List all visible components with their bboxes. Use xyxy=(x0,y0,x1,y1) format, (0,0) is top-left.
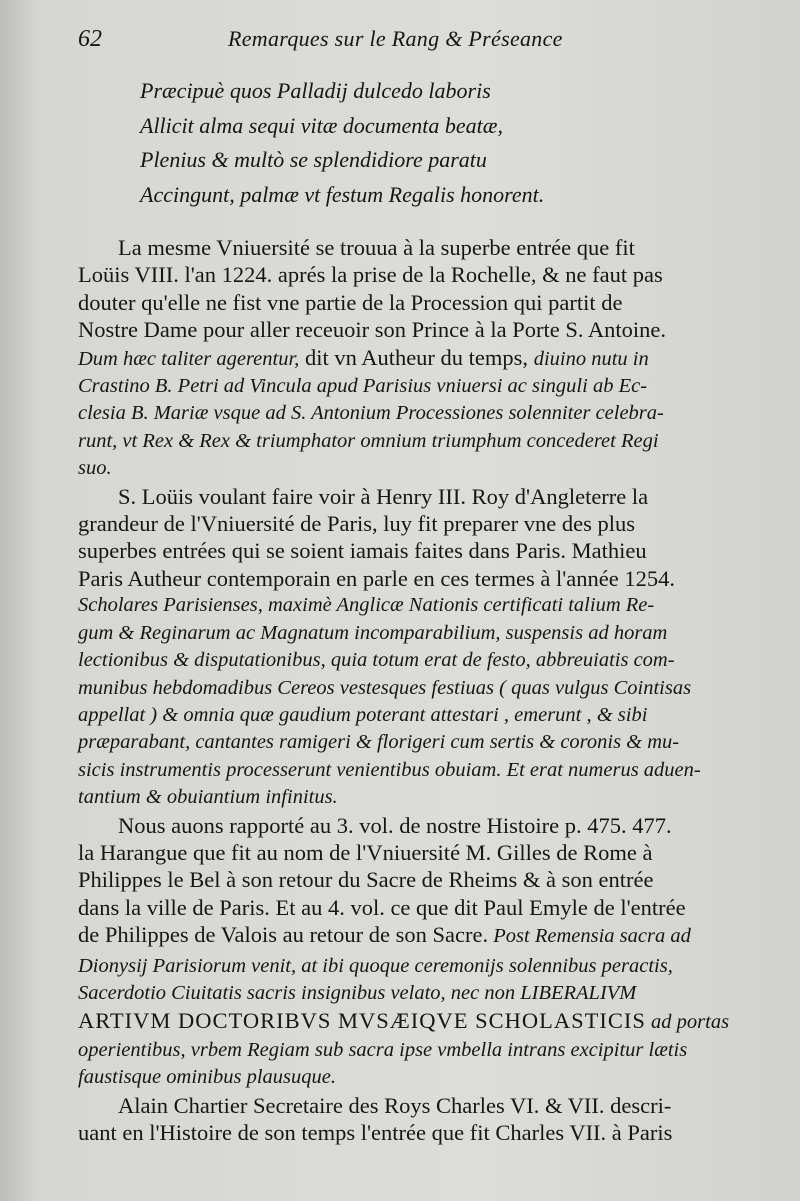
latin-quote-line: runt, vt Rex & Rex & triumphator omnium triumphum concederet Regi xyxy=(78,429,659,452)
page-number: 62 xyxy=(78,26,102,52)
latin-quote: Post Remensia sacra ad xyxy=(488,925,691,948)
text-line: douter qu'elle ne fist vne partie de la Procession qui partit de xyxy=(78,289,623,315)
text-line: la Harangue que fit au nom de l'Vniuersité M. Gilles de Rome à xyxy=(78,839,653,865)
text-line: Loüis VIII. l'an 1224. aprés la prise de la Rochelle, & ne faut pas xyxy=(78,262,663,288)
latin-quote-line: tantium & obuiantium infinitus. xyxy=(78,786,338,809)
verse-line: Præcipuè quos Palladij dulcedo laboris xyxy=(140,78,491,103)
small-caps-text: ARTIVM DOCTORIBVS MVSÆIQVE SCHOLASTICIS xyxy=(78,1008,646,1034)
text-line: Alain Chartier Secretaire des Roys Charles VI. & VII. descri- xyxy=(118,1092,672,1118)
text-span: dit vn Autheur du temps, xyxy=(299,344,534,370)
verse-line: Accingunt, palmæ vt festum Regalis honorent. xyxy=(140,181,545,207)
latin-quote-line: lectionibus & disputationibus, quia totum erat de festo, abbreuiatis com- xyxy=(78,649,675,672)
latin-quote: at ibi quoque ceremonijs solennibus peractis, xyxy=(296,954,673,977)
text-line: La mesme Vniuersité se trouua à la superbe entrée que fit xyxy=(118,235,635,260)
paragraph-alain-chartier xyxy=(78,1092,772,1147)
paragraph-histoire xyxy=(78,812,772,1092)
text-line: uant en l'Histoire de son temps l'entrée que fit Charles VII. à Paris xyxy=(78,1120,673,1145)
text-line xyxy=(78,344,772,373)
verse-line: Plenius & multò se splendidiore paratu xyxy=(140,147,487,172)
text-line: S. Loüis voulant faire voir à Henry III. Roy d'Angleterre la xyxy=(118,483,649,509)
latin-quote-line: gum & Reginarum ac Magnatum incomparabilium, suspensis ad horam xyxy=(78,621,668,644)
latin-quote: ad portas xyxy=(645,1011,730,1034)
text-line: Nous auons rapporté au 3. vol. de nostre Histoire p. 475. 477. xyxy=(118,812,672,838)
text-line: Nostre Dame pour aller receuoir son Prince à la Porte S. Antoine. xyxy=(78,317,666,343)
latin-quote-line: Crastino B. Petri ad Vincula apud Parisius vniuersi ac singuli ab Ec- xyxy=(78,375,648,398)
text-line: grandeur de l'Vniuersité de Paris, luy fit preparer vne des plus xyxy=(78,511,636,537)
latin-quote-line: Scholares Parisienses, maximè Anglicæ Nationis certificati talium Re- xyxy=(78,594,655,617)
page-header xyxy=(78,26,772,70)
latin-quote-line: appellat ) & omnia quæ gaudium poterant attestari , emerunt , & sibi xyxy=(78,703,648,726)
text-line xyxy=(78,1007,772,1036)
text-line xyxy=(78,921,772,950)
paragraph-louis-viii xyxy=(78,234,772,483)
latin-quote-line: suo. xyxy=(78,457,112,480)
latin-quote-line: clesia B. Mariæ vsque ad S. Antonium Processiones solenniter celebra- xyxy=(78,402,664,425)
paragraph-saint-louis xyxy=(78,483,772,812)
latin-quote-line: præparabant, cantantes ramigeri & florigeri cum sertis & coronis & mu- xyxy=(78,731,680,754)
latin-quote: diuino nutu in xyxy=(533,347,649,370)
text-span: de Philippes de Valois au retour de son Sacre. xyxy=(78,922,489,948)
text-line: Philippes le Bel à son retour du Sacre de Rheims & à son entrée xyxy=(78,867,654,893)
latin-verse xyxy=(140,74,772,212)
verse-line: Allicit alma sequi vitæ documenta beatæ, xyxy=(140,112,503,138)
running-title: Remarques sur le Rang & Préseance xyxy=(228,26,563,51)
latin-quote: Dionysij Parisiorum venit, xyxy=(78,954,297,977)
latin-quote-line: operientibus, vrbem Regiam sub sacra ipse vmbella intrans excipitur lætis xyxy=(78,1038,688,1061)
latin-quote-line: Sacerdotio Ciuitatis sacris insignibus velato, nec non LIBERALIVM xyxy=(78,981,637,1004)
text-line: Paris Autheur contemporain en parle en ces termes à l'année 1254. xyxy=(78,565,675,591)
latin-quote-line: sicis instrumentis processerunt venientibus obuiam. Et erat numerus aduen- xyxy=(78,758,701,781)
latin-quote-line: faustisque ominibus plausuque. xyxy=(78,1066,336,1089)
text-line: superbes entrées qui se soient iamais faites dans Paris. Mathieu xyxy=(78,538,647,564)
text-line xyxy=(78,951,772,980)
latin-quote: Dum hæc taliter agerentur, xyxy=(78,347,300,370)
latin-quote-line: munibus hebdomadibus Cereos vestesques festiuas ( quas vulgus Cointisas xyxy=(78,676,692,699)
text-line: dans la ville de Paris. Et au 4. vol. ce que dit Paul Emyle de l'entrée xyxy=(78,894,686,920)
